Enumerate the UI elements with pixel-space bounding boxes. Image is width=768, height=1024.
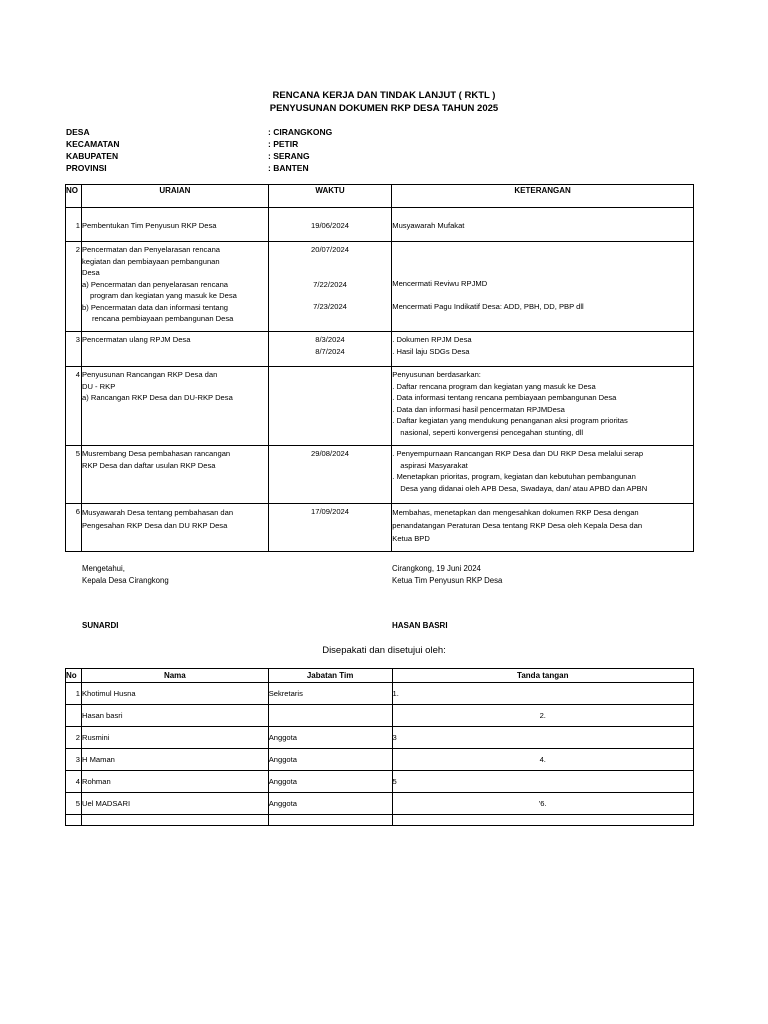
document-title-line1: RENCANA KERJA DAN TINDAK LANJUT ( RKTL ) (272, 90, 496, 101)
team-tanda-tangan: '6. (392, 793, 693, 815)
team-header-no: No (66, 669, 82, 683)
row-keterangan: . Penyempurnaan Rancangan RKP Desa dan DU RKP Desa melalui serap aspirasi Masyarakat . Menetapkan prioritas, program, kegiatan dan kebutuhan pembangunan Desa yang didanai oleh APB Desa, Swadaya, dan/ atau APBD dan APBN (392, 446, 694, 504)
signature-right-name: HASAN BASRI (392, 621, 448, 630)
team-nama (81, 815, 268, 826)
info-label-provinsi: PROVINSI (66, 163, 107, 173)
info-value-kabupaten: : SERANG (268, 151, 310, 161)
row-waktu: 17/09/2024 (268, 504, 391, 552)
team-no (66, 705, 82, 727)
team-nama: H Maman (81, 749, 268, 771)
header-no: NO (66, 185, 82, 208)
row-uraian: Pembentukan Tim Penyusun RKP Desa (81, 208, 268, 242)
signature-right-line2: Ketua Tim Penyusun RKP Desa (392, 576, 503, 585)
table-row (66, 504, 694, 552)
header-keterangan: KETERANGAN (392, 185, 694, 208)
row-uraian: Musrembang Desa pembahasan rancangan RKP Desa dan daftar usulan RKP Desa (81, 446, 268, 504)
team-tanda-tangan: 4. (392, 749, 693, 771)
team-row (66, 705, 694, 727)
table-row (66, 367, 694, 446)
team-jabatan (268, 705, 392, 727)
table-row (66, 242, 694, 332)
team-jabatan: Anggota (268, 771, 392, 793)
info-value-provinsi: : BANTEN (268, 163, 309, 173)
row-no: 5 (66, 446, 82, 504)
row-uraian: Pencermatan dan Penyelarasan rencana kegiatan dan pembiayaan pembangunan Desa a) Pencermatan dan penyelarasan rencana program dan kegiatan yang masuk ke Desa b) Pencermatan data dan informasi tentang rencana pembiayaan pembangunan Desa (81, 242, 268, 332)
info-label-kabupaten: KABUPATEN (66, 151, 119, 161)
team-no: 1 (66, 683, 82, 705)
team-row (66, 815, 694, 826)
team-jabatan: Anggota (268, 793, 392, 815)
team-tanda-tangan: 2. (392, 705, 693, 727)
team-header-row (66, 669, 694, 683)
header-uraian: URAIAN (81, 185, 268, 208)
team-row (66, 727, 694, 749)
team-jabatan (268, 815, 392, 826)
team-row (66, 771, 694, 793)
signature-left-name: SUNARDI (82, 621, 119, 630)
row-uraian: Musyawarah Desa tentang pembahasan dan Pengesahan RKP Desa dan DU RKP Desa (81, 504, 268, 552)
team-nama: Rusmini (81, 727, 268, 749)
row-no: 1 (66, 208, 82, 242)
table-row (66, 208, 694, 242)
table-row (66, 332, 694, 367)
header-waktu: WAKTU (268, 185, 391, 208)
team-no: 3 (66, 749, 82, 771)
row-keterangan: Musyawarah Mufakat (392, 208, 694, 242)
table-row (66, 446, 694, 504)
info-value-kecamatan: : PETIR (268, 139, 299, 149)
team-header-tanda-tangan: Tanda tangan (392, 669, 693, 683)
team-row (66, 749, 694, 771)
signature-left-line1: Mengetahui, (82, 564, 125, 573)
team-no: 5 (66, 793, 82, 815)
team-no: 4 (66, 771, 82, 793)
team-row (66, 683, 694, 705)
row-waktu: 8/3/2024 8/7/2024 (268, 332, 391, 367)
team-nama: Rohman (81, 771, 268, 793)
row-uraian: Penyusunan Rancangan RKP Desa dan DU - RKP a) Rancangan RKP Desa dan DU-RKP Desa (81, 367, 268, 446)
team-no: 2 (66, 727, 82, 749)
team-tanda-tangan: 1. (392, 683, 693, 705)
row-no: 4 (66, 367, 82, 446)
signature-right-line1: Cirangkong, 19 Juni 2024 (392, 564, 481, 573)
team-header-jabatan: Jabatan Tim (268, 669, 392, 683)
team-tanda-tangan: 3 (392, 727, 693, 749)
row-no: 2 (66, 242, 82, 332)
signature-left-line2: Kepala Desa Cirangkong (82, 576, 169, 585)
team-tanda-tangan: 5 (392, 771, 693, 793)
row-keterangan: Mencermati Reviwu RPJMD Mencermati Pagu Indikatif Desa: ADD, PBH, DD, PBP dll (392, 242, 694, 332)
row-uraian: Pencermatan ulang RPJM Desa (81, 332, 268, 367)
team-nama: Khotimul Husna (81, 683, 268, 705)
team-row (66, 793, 694, 815)
team-header-nama: Nama (81, 669, 268, 683)
row-waktu: 29/08/2024 (268, 446, 391, 504)
row-waktu (268, 367, 391, 446)
info-label-desa: DESA (66, 127, 90, 137)
team-no (66, 815, 82, 826)
team-jabatan: Sekretaris (268, 683, 392, 705)
row-no: 6 (66, 504, 82, 552)
row-keterangan: Membahas, menetapkan dan mengesahkan dokumen RKP Desa dengan penandatangan Peraturan Desa tentang RKP Desa oleh Kepala Desa dan Ketua BPD (392, 504, 694, 552)
team-jabatan: Anggota (268, 727, 392, 749)
rktl-table (65, 184, 694, 552)
row-waktu: 20/07/2024 7/22/2024 7/23/2024 (268, 242, 391, 332)
agreement-text: Disepakati dan disetujui oleh: (322, 645, 446, 656)
table-header-row (66, 185, 694, 208)
info-label-kecamatan: KECAMATAN (66, 139, 120, 149)
team-table (65, 668, 694, 826)
row-no: 3 (66, 332, 82, 367)
document-title-line2: PENYUSUNAN DOKUMEN RKP DESA TAHUN 2025 (269, 103, 499, 114)
row-waktu: 19/06/2024 (268, 208, 391, 242)
row-keterangan: Penyusunan berdasarkan: . Daftar rencana program dan kegiatan yang masuk ke Desa . Data informasi tentang rencana pembiayaan pembangunan Desa . Data dan informasi hasil pencermatan RPJMDesa . Daftar kegiatan yang mendukung penanganan aksi program prioritas nasional, seperti konvergensi pencegahan stunting, dll (392, 367, 694, 446)
row-keterangan: . Dokumen RPJM Desa . Hasil laju SDGs Desa (392, 332, 694, 367)
team-nama: Hasan basri (81, 705, 268, 727)
team-jabatan: Anggota (268, 749, 392, 771)
info-value-desa: : CIRANGKONG (268, 127, 333, 137)
team-nama: Uel MADSARI (81, 793, 268, 815)
team-tanda-tangan (392, 815, 693, 826)
